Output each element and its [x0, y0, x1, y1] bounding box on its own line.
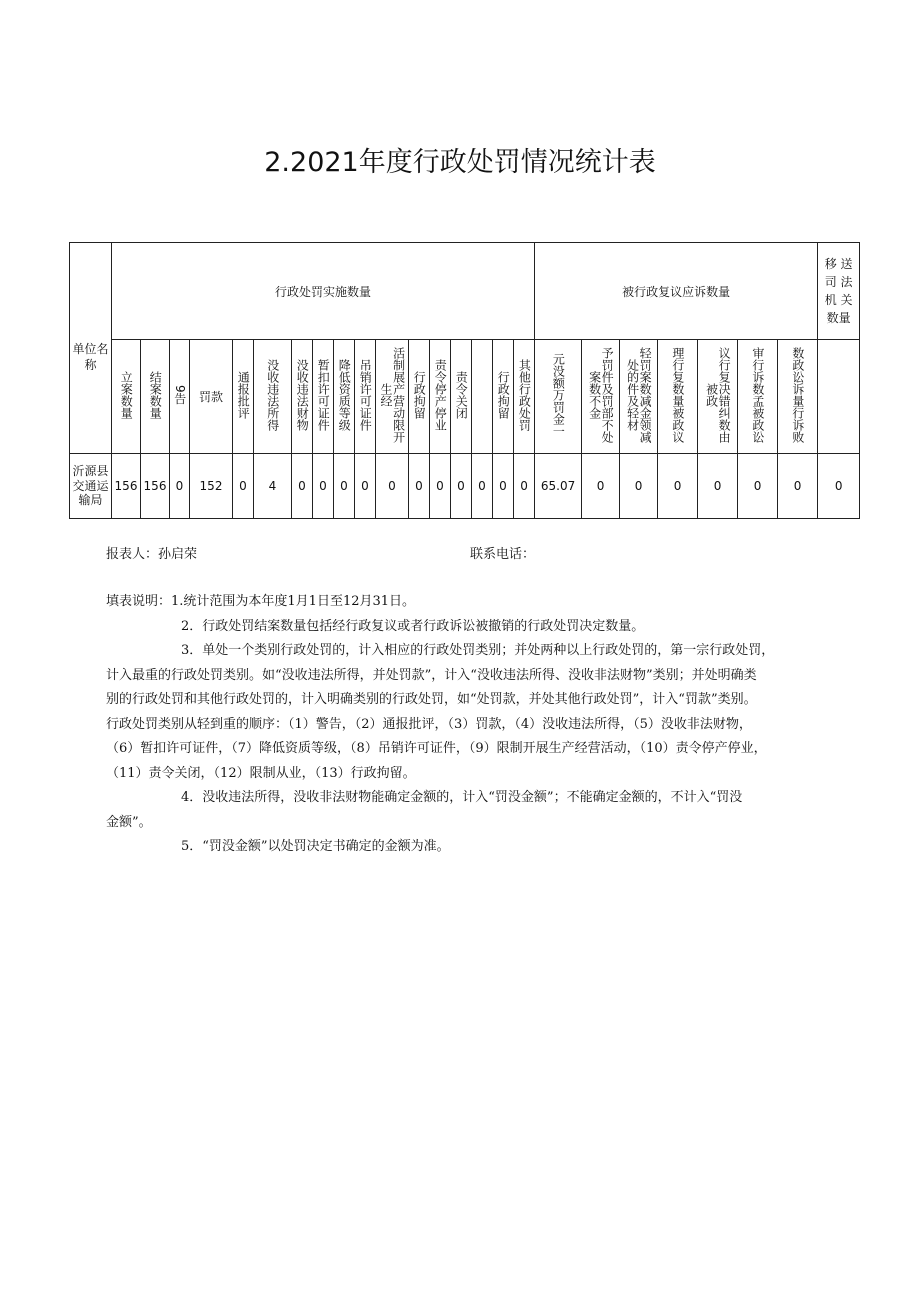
phone-label: 联系电话： — [470, 547, 536, 562]
value-cell: 0 — [170, 454, 190, 519]
col-header-text: 予罚件及罚部不处案数不金 — [587, 347, 615, 443]
value-cell: 0 — [451, 454, 472, 519]
note-line: （11）责令关闭，（12）限制从业，（13）行政拘留。 — [106, 765, 416, 781]
col-header — [698, 340, 738, 454]
col-header-text: 没收违法所得 — [265, 359, 280, 431]
col-header-text: 活制展产营动限开生经 — [379, 347, 406, 443]
value-cell: 152 — [190, 454, 233, 519]
value-cell: 0 — [698, 454, 738, 519]
page-title: 2.2021年度行政处罚情况统计表 — [264, 147, 656, 178]
col-header-text: 没收违法财物 — [295, 359, 310, 431]
value-cell: 0 — [582, 454, 620, 519]
value-cell: 0 — [430, 454, 451, 519]
value-cell: 65.07 — [535, 454, 582, 519]
transfer-line-2: 司 法 — [824, 275, 853, 289]
fill-instructions — [106, 590, 846, 860]
value-cell: 0 — [472, 454, 493, 519]
col-header-text: 吊销许可证件 — [358, 359, 373, 431]
value-cell: 0 — [233, 454, 254, 519]
col-header — [582, 340, 620, 454]
transfer-line-1: 移 送 — [824, 257, 853, 271]
value-cell: 0 — [409, 454, 430, 519]
col-header — [112, 340, 141, 454]
col-header-text: 理行复数量被政议 — [670, 347, 685, 443]
col-header-text: 立案数量 — [119, 371, 134, 419]
col-header-text: 数政讼诉量行诉败 — [790, 347, 805, 443]
col-header — [493, 340, 514, 454]
transfer-line-3: 机 关 — [824, 293, 853, 307]
col-header-text: 议行复决错纠数由被政 — [704, 347, 732, 443]
value-cell: 0 — [778, 454, 818, 519]
value-cell: 0 — [738, 454, 778, 519]
col-header-text: 责令停产停业 — [433, 359, 448, 431]
col-header — [355, 340, 376, 454]
note-line: 金额”。 — [106, 814, 152, 830]
table-row — [70, 454, 860, 519]
note-line: （6）暂扣许可证件，（7）降低资质等级，（8）吊销许可证件，（9）限制开展生产经营活动，（10）责令停产停业， — [106, 741, 767, 756]
col-header-text: 暂扣许可证件 — [316, 359, 331, 431]
col-header — [334, 340, 355, 454]
impl-count-header: 行政处罚实施数量 — [112, 243, 535, 340]
col-header-text: 元没额万罚金一 — [551, 353, 566, 437]
note-line: 别的行政处罚和其他行政处罚的，计入明确类别的行政处罚，如“处罚款，并处其他行政处罚”，计入“罚款”类别。 — [106, 692, 757, 707]
col-header — [514, 340, 535, 454]
value-cell: 156 — [141, 454, 170, 519]
value-cell: 0 — [376, 454, 409, 519]
col-header — [254, 340, 292, 454]
col-header — [233, 340, 254, 454]
note-line: 填表说明：1.统计范围为本年度1月1日至12月31日。 — [106, 594, 416, 609]
col-header — [620, 340, 658, 454]
unit-name-header-text: 单位名称 — [72, 341, 109, 372]
col-header — [376, 340, 409, 454]
column-header-row — [70, 340, 860, 454]
note-line: 计入最重的行政处罚类别。如“没收违法所得，并处罚款”，计入“没收违法所得、没收非法财物”类别；并处明确类 — [106, 667, 757, 683]
col-header — [535, 340, 582, 454]
col-header — [170, 340, 190, 454]
transfer-count-header — [818, 243, 860, 340]
review-count-header: 被行政复议应诉数量 — [535, 243, 818, 340]
unit-name-text: 沂源县交通运输局 — [72, 464, 109, 508]
col-header — [430, 340, 451, 454]
value-cell: 4 — [254, 454, 292, 519]
note-line: 2．行政处罚结案数量包括经行政复议或者行政诉讼被撤销的行政处罚决定数量。 — [181, 618, 645, 634]
col-header-text: 通报批评 — [236, 371, 251, 419]
col-header — [778, 340, 818, 454]
col-header-text: 降低资质等级 — [337, 359, 352, 431]
statistics-table — [69, 242, 860, 519]
col-header-text: 行政拘留 — [496, 371, 511, 419]
col-header-blank — [818, 340, 860, 454]
value-cell: 0 — [658, 454, 698, 519]
col-header — [472, 340, 493, 454]
value-cell: 0 — [514, 454, 535, 519]
note-line: 3．单处一个类别行政处罚的，计入相应的行政处罚类别；并处两种以上行政处罚的，第一宗行政处罚， — [181, 643, 775, 658]
col-header-text: 罚款 — [198, 390, 223, 404]
col-header-text: 结案数量 — [148, 371, 163, 419]
note-line: 5．“罚没金额”以处罚决定书确定的金额为准。 — [181, 839, 450, 854]
unit-name-header — [70, 243, 112, 454]
note-line: 4．没收违法所得，没收非法财物能确定金额的，计入“罚没金额”；不能确定金额的，不计入“罚没 — [181, 790, 743, 805]
col-header-text: 轻罚案数减金领减处的件及轻材 — [625, 347, 653, 443]
col-header — [292, 340, 313, 454]
col-header — [141, 340, 170, 454]
value-cell: 0 — [313, 454, 334, 519]
col-header-text: 其他行政处罚 — [517, 359, 532, 431]
col-header-text: 9告 — [172, 385, 187, 405]
value-cell: 0 — [334, 454, 355, 519]
col-header — [190, 340, 233, 454]
value-cell: 156 — [112, 454, 141, 519]
col-header — [409, 340, 430, 454]
note-line: 行政处罚类别从轻到重的顺序：（1）警告，（2）通报批评，（3）罚款，（4）没收违法所得，（5）没收非法财物， — [106, 716, 752, 732]
value-cell: 0 — [355, 454, 376, 519]
transfer-line-4: 数量 — [826, 311, 851, 325]
col-header — [451, 340, 472, 454]
col-header-text: 审行诉数孟被政讼 — [750, 347, 765, 443]
value-cell: 0 — [292, 454, 313, 519]
unit-name-cell — [70, 454, 112, 519]
col-header — [738, 340, 778, 454]
value-cell: 0 — [620, 454, 658, 519]
value-cell: 0 — [818, 454, 860, 519]
reporter-label: 报表人：孙启荣 — [106, 547, 198, 562]
col-header-text: 责令关闭 — [454, 371, 469, 419]
col-header — [658, 340, 698, 454]
value-cell: 0 — [493, 454, 514, 519]
col-header-text: 行政拘留 — [412, 371, 427, 419]
col-header — [313, 340, 334, 454]
